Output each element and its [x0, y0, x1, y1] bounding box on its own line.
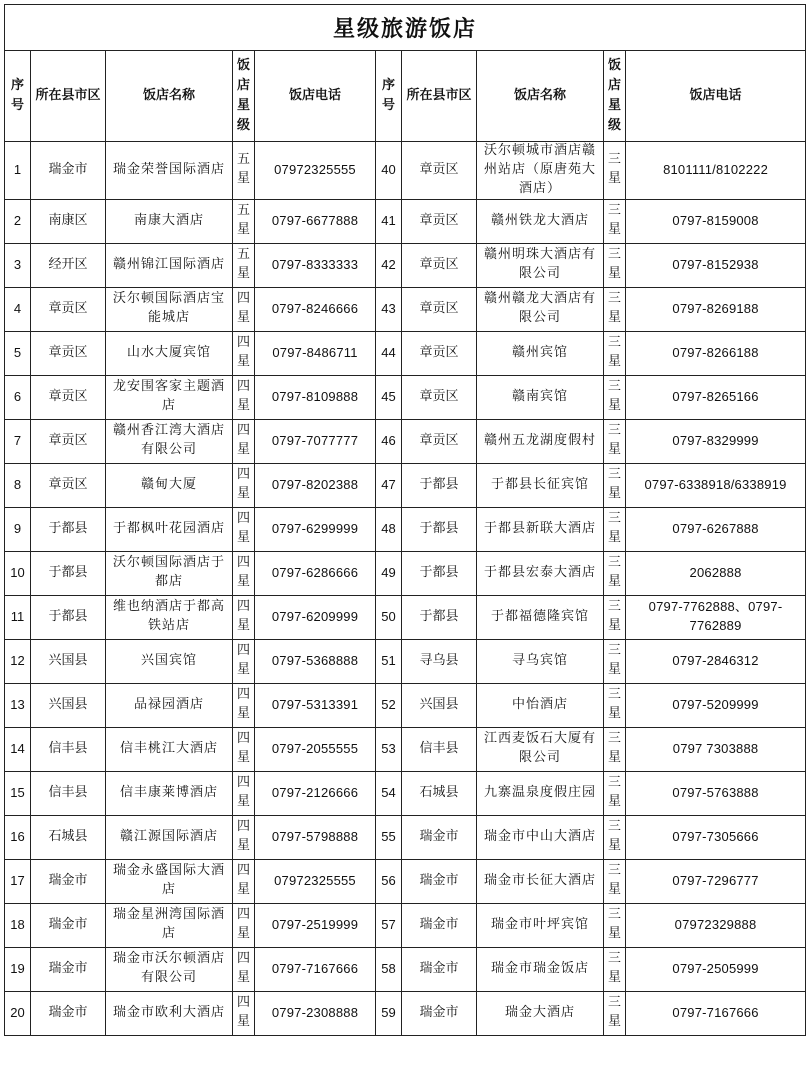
hotel-name-cell: 于都枫叶花园酒店 [106, 507, 233, 551]
star-rating-cell: 三星 [604, 771, 626, 815]
star-rating-cell: 三星 [604, 815, 626, 859]
hotel-name-cell: 于都县新联大酒店 [477, 507, 604, 551]
hotel-name-cell: 瑞金市瑞金饭店 [477, 947, 604, 991]
hotel-table-container [4, 4, 805, 1036]
table-row [5, 375, 806, 419]
seq-cell: 54 [376, 771, 402, 815]
district-cell: 章贡区 [402, 375, 477, 419]
district-cell: 章贡区 [402, 287, 477, 331]
hotel-name-cell: 沃尔顿国际酒店于都店 [106, 551, 233, 595]
seq-cell: 43 [376, 287, 402, 331]
star-rating-cell: 四星 [233, 991, 255, 1035]
star-rating-cell: 五星 [233, 199, 255, 243]
district-cell: 瑞金市 [31, 903, 106, 947]
phone-cell: 0797-8109888 [255, 375, 376, 419]
district-cell: 信丰县 [31, 771, 106, 815]
phone-cell: 0797-7296777 [626, 859, 806, 903]
phone-cell: 0797 7303888 [626, 727, 806, 771]
table-row [5, 683, 806, 727]
seq-cell: 1 [5, 142, 31, 200]
hotel-name-cell: 瑞金市欧利大酒店 [106, 991, 233, 1035]
seq-cell: 8 [5, 463, 31, 507]
seq-cell: 14 [5, 727, 31, 771]
district-cell: 章贡区 [31, 463, 106, 507]
district-cell: 经开区 [31, 243, 106, 287]
phone-cell: 0797-6286666 [255, 551, 376, 595]
star-rating-cell: 四星 [233, 463, 255, 507]
district-cell: 兴国县 [402, 683, 477, 727]
district-cell: 章贡区 [402, 243, 477, 287]
hotel-name-cell: 赣州宾馆 [477, 331, 604, 375]
district-cell: 于都县 [402, 551, 477, 595]
phone-cell: 0797-8159008 [626, 199, 806, 243]
district-cell: 章贡区 [402, 199, 477, 243]
phone-cell: 0797-8266188 [626, 331, 806, 375]
district-cell: 石城县 [402, 771, 477, 815]
district-cell: 于都县 [402, 595, 477, 639]
phone-cell: 0797-5798888 [255, 815, 376, 859]
hotel-name-cell: 龙安围客家主题酒店 [106, 375, 233, 419]
hotel-name-cell: 赣州锦江国际酒店 [106, 243, 233, 287]
hotel-name-cell: 赣江源国际酒店 [106, 815, 233, 859]
district-cell: 章贡区 [402, 331, 477, 375]
phone-cell: 0797-8265166 [626, 375, 806, 419]
seq-cell: 48 [376, 507, 402, 551]
seq-cell: 13 [5, 683, 31, 727]
district-cell: 章贡区 [402, 419, 477, 463]
district-cell: 于都县 [31, 551, 106, 595]
header-row [5, 51, 806, 142]
phone-cell: 0797-7167666 [626, 991, 806, 1035]
header-name: 饭店名称 [106, 51, 233, 142]
hotel-name-cell: 赣州铁龙大酒店 [477, 199, 604, 243]
star-rating-cell: 四星 [233, 419, 255, 463]
table-row [5, 551, 806, 595]
star-rating-cell: 三星 [604, 142, 626, 200]
hotel-table [4, 4, 806, 1036]
phone-cell: 0797-7077777 [255, 419, 376, 463]
phone-cell: 0797-6209999 [255, 595, 376, 639]
phone-cell: 0797-2308888 [255, 991, 376, 1035]
hotel-name-cell: 赣州明珠大酒店有限公司 [477, 243, 604, 287]
table-row [5, 903, 806, 947]
seq-cell: 3 [5, 243, 31, 287]
header-name: 饭店名称 [477, 51, 604, 142]
district-cell: 信丰县 [31, 727, 106, 771]
phone-cell: 0797-6299999 [255, 507, 376, 551]
table-row [5, 243, 806, 287]
hotel-name-cell: 信丰桃江大酒店 [106, 727, 233, 771]
hotel-name-cell: 于都县宏泰大酒店 [477, 551, 604, 595]
hotel-name-cell: 赣州香江湾大酒店有限公司 [106, 419, 233, 463]
page-title: 星级旅游饭店 [5, 5, 806, 51]
phone-cell: 0797-7305666 [626, 815, 806, 859]
header-star: 饭店星级 [604, 51, 626, 142]
hotel-name-cell: 赣州五龙湖度假村 [477, 419, 604, 463]
header-district: 所在县市区 [402, 51, 477, 142]
table-row [5, 991, 806, 1035]
phone-cell: 0797-6338918/6338919 [626, 463, 806, 507]
hotel-name-cell: 赣甸大厦 [106, 463, 233, 507]
hotel-name-cell: 瑞金市长征大酒店 [477, 859, 604, 903]
seq-cell: 51 [376, 639, 402, 683]
star-rating-cell: 四星 [233, 375, 255, 419]
header-phone: 饭店电话 [626, 51, 806, 142]
phone-cell: 0797-6677888 [255, 199, 376, 243]
hotel-name-cell: 瑞金市中山大酒店 [477, 815, 604, 859]
district-cell: 于都县 [402, 507, 477, 551]
star-rating-cell: 四星 [233, 727, 255, 771]
star-rating-cell: 四星 [233, 639, 255, 683]
header-district: 所在县市区 [31, 51, 106, 142]
table-row [5, 595, 806, 639]
phone-cell: 0797-8333333 [255, 243, 376, 287]
table-row [5, 727, 806, 771]
phone-cell: 8101111/8102222 [626, 142, 806, 200]
district-cell: 瑞金市 [31, 859, 106, 903]
star-rating-cell: 四星 [233, 551, 255, 595]
seq-cell: 59 [376, 991, 402, 1035]
header-phone: 饭店电话 [255, 51, 376, 142]
hotel-name-cell: 赣南宾馆 [477, 375, 604, 419]
table-row [5, 142, 806, 200]
phone-cell: 07972325555 [255, 142, 376, 200]
star-rating-cell: 三星 [604, 991, 626, 1035]
phone-cell: 2062888 [626, 551, 806, 595]
seq-cell: 16 [5, 815, 31, 859]
hotel-name-cell: 维也纳酒店于都高铁站店 [106, 595, 233, 639]
star-rating-cell: 三星 [604, 419, 626, 463]
hotel-name-cell: 品禄园酒店 [106, 683, 233, 727]
hotel-name-cell: 兴国宾馆 [106, 639, 233, 683]
district-cell: 瑞金市 [31, 947, 106, 991]
district-cell: 瑞金市 [402, 991, 477, 1035]
table-row [5, 199, 806, 243]
star-rating-cell: 三星 [604, 595, 626, 639]
seq-cell: 10 [5, 551, 31, 595]
table-row [5, 507, 806, 551]
hotel-name-cell: 瑞金市叶坪宾馆 [477, 903, 604, 947]
table-row [5, 331, 806, 375]
seq-cell: 5 [5, 331, 31, 375]
seq-cell: 58 [376, 947, 402, 991]
district-cell: 瑞金市 [31, 142, 106, 200]
phone-cell: 0797-2846312 [626, 639, 806, 683]
phone-cell: 0797-7762888、0797-7762889 [626, 595, 806, 639]
district-cell: 瑞金市 [402, 859, 477, 903]
table-row [5, 771, 806, 815]
seq-cell: 57 [376, 903, 402, 947]
star-rating-cell: 三星 [604, 375, 626, 419]
seq-cell: 15 [5, 771, 31, 815]
star-rating-cell: 四星 [233, 287, 255, 331]
phone-cell: 0797-2055555 [255, 727, 376, 771]
phone-cell: 0797-2505999 [626, 947, 806, 991]
phone-cell: 0797-5209999 [626, 683, 806, 727]
seq-cell: 20 [5, 991, 31, 1035]
seq-cell: 40 [376, 142, 402, 200]
hotel-name-cell: 山水大厦宾馆 [106, 331, 233, 375]
hotel-name-cell: 瑞金永盛国际大酒店 [106, 859, 233, 903]
district-cell: 瑞金市 [31, 991, 106, 1035]
hotel-name-cell: 瑞金大酒店 [477, 991, 604, 1035]
star-rating-cell: 四星 [233, 683, 255, 727]
seq-cell: 17 [5, 859, 31, 903]
table-row [5, 463, 806, 507]
hotel-name-cell: 瑞金市沃尔顿酒店有限公司 [106, 947, 233, 991]
header-star: 饭店星级 [233, 51, 255, 142]
district-cell: 章贡区 [31, 419, 106, 463]
seq-cell: 42 [376, 243, 402, 287]
star-rating-cell: 四星 [233, 507, 255, 551]
header-seq: 序号 [5, 51, 31, 142]
star-rating-cell: 三星 [604, 727, 626, 771]
phone-cell: 0797-2126666 [255, 771, 376, 815]
star-rating-cell: 四星 [233, 595, 255, 639]
star-rating-cell: 四星 [233, 903, 255, 947]
phone-cell: 07972325555 [255, 859, 376, 903]
phone-cell: 0797-5763888 [626, 771, 806, 815]
hotel-name-cell: 赣州赣龙大酒店有限公司 [477, 287, 604, 331]
seq-cell: 12 [5, 639, 31, 683]
header-seq: 序号 [376, 51, 402, 142]
star-rating-cell: 四星 [233, 947, 255, 991]
district-cell: 寻乌县 [402, 639, 477, 683]
district-cell: 于都县 [402, 463, 477, 507]
seq-cell: 52 [376, 683, 402, 727]
table-row [5, 287, 806, 331]
table-row [5, 639, 806, 683]
phone-cell: 0797-8486711 [255, 331, 376, 375]
hotel-name-cell: 沃尔顿国际酒店宝能城店 [106, 287, 233, 331]
hotel-name-cell: 南康大酒店 [106, 199, 233, 243]
hotel-name-cell: 于都县长征宾馆 [477, 463, 604, 507]
hotel-name-cell: 瑞金荣誉国际酒店 [106, 142, 233, 200]
district-cell: 于都县 [31, 507, 106, 551]
star-rating-cell: 三星 [604, 947, 626, 991]
district-cell: 章贡区 [31, 331, 106, 375]
phone-cell: 0797-5313391 [255, 683, 376, 727]
seq-cell: 47 [376, 463, 402, 507]
star-rating-cell: 三星 [604, 639, 626, 683]
seq-cell: 46 [376, 419, 402, 463]
district-cell: 章贡区 [31, 287, 106, 331]
table-row [5, 419, 806, 463]
phone-cell: 0797-8152938 [626, 243, 806, 287]
seq-cell: 50 [376, 595, 402, 639]
star-rating-cell: 四星 [233, 859, 255, 903]
star-rating-cell: 四星 [233, 771, 255, 815]
table-row [5, 947, 806, 991]
district-cell: 瑞金市 [402, 947, 477, 991]
phone-cell: 0797-8246666 [255, 287, 376, 331]
seq-cell: 9 [5, 507, 31, 551]
star-rating-cell: 五星 [233, 243, 255, 287]
district-cell: 瑞金市 [402, 815, 477, 859]
phone-cell: 0797-8269188 [626, 287, 806, 331]
star-rating-cell: 三星 [604, 243, 626, 287]
star-rating-cell: 三星 [604, 331, 626, 375]
phone-cell: 07972329888 [626, 903, 806, 947]
star-rating-cell: 三星 [604, 463, 626, 507]
district-cell: 石城县 [31, 815, 106, 859]
seq-cell: 55 [376, 815, 402, 859]
seq-cell: 53 [376, 727, 402, 771]
district-cell: 南康区 [31, 199, 106, 243]
phone-cell: 0797-8329999 [626, 419, 806, 463]
star-rating-cell: 三星 [604, 551, 626, 595]
district-cell: 兴国县 [31, 639, 106, 683]
district-cell: 于都县 [31, 595, 106, 639]
hotel-name-cell: 寻乌宾馆 [477, 639, 604, 683]
phone-cell: 0797-2519999 [255, 903, 376, 947]
seq-cell: 19 [5, 947, 31, 991]
hotel-name-cell: 于都福德隆宾馆 [477, 595, 604, 639]
district-cell: 章贡区 [402, 142, 477, 200]
star-rating-cell: 四星 [233, 815, 255, 859]
seq-cell: 18 [5, 903, 31, 947]
star-rating-cell: 三星 [604, 859, 626, 903]
star-rating-cell: 三星 [604, 287, 626, 331]
seq-cell: 2 [5, 199, 31, 243]
star-rating-cell: 三星 [604, 199, 626, 243]
star-rating-cell: 四星 [233, 331, 255, 375]
hotel-name-cell: 江西麦饭石大厦有限公司 [477, 727, 604, 771]
seq-cell: 11 [5, 595, 31, 639]
district-cell: 信丰县 [402, 727, 477, 771]
star-rating-cell: 三星 [604, 683, 626, 727]
seq-cell: 49 [376, 551, 402, 595]
phone-cell: 0797-7167666 [255, 947, 376, 991]
hotel-name-cell: 信丰康莱博酒店 [106, 771, 233, 815]
district-cell: 兴国县 [31, 683, 106, 727]
district-cell: 瑞金市 [402, 903, 477, 947]
seq-cell: 7 [5, 419, 31, 463]
seq-cell: 45 [376, 375, 402, 419]
hotel-name-cell: 瑞金星洲湾国际酒店 [106, 903, 233, 947]
seq-cell: 56 [376, 859, 402, 903]
table-row [5, 815, 806, 859]
star-rating-cell: 五星 [233, 142, 255, 200]
hotel-name-cell: 中怡酒店 [477, 683, 604, 727]
star-rating-cell: 三星 [604, 903, 626, 947]
star-rating-cell: 三星 [604, 507, 626, 551]
seq-cell: 44 [376, 331, 402, 375]
district-cell: 章贡区 [31, 375, 106, 419]
phone-cell: 0797-5368888 [255, 639, 376, 683]
phone-cell: 0797-6267888 [626, 507, 806, 551]
phone-cell: 0797-8202388 [255, 463, 376, 507]
hotel-name-cell: 九寨温泉度假庄园 [477, 771, 604, 815]
seq-cell: 6 [5, 375, 31, 419]
seq-cell: 4 [5, 287, 31, 331]
hotel-name-cell: 沃尔顿城市酒店赣州站店（原唐苑大酒店） [477, 142, 604, 200]
table-row [5, 859, 806, 903]
seq-cell: 41 [376, 199, 402, 243]
